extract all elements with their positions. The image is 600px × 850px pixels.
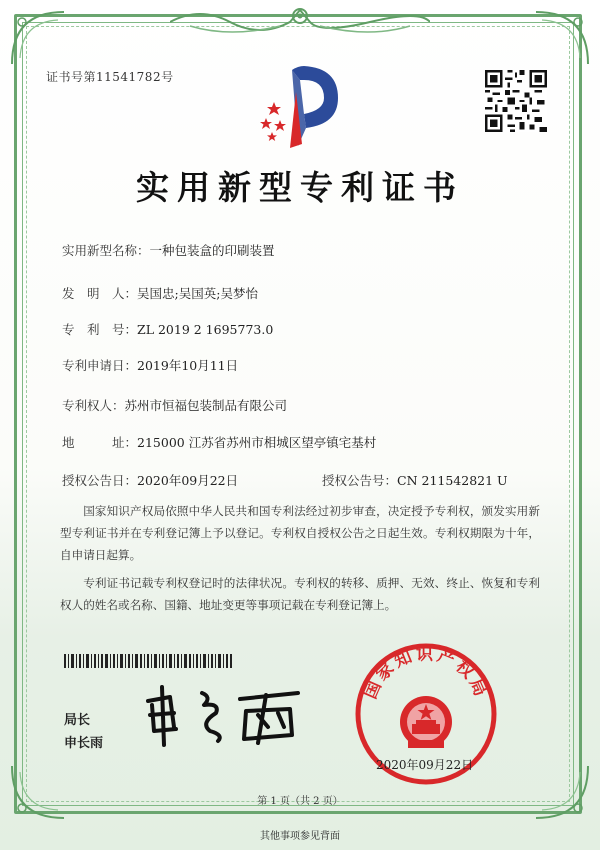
inventor-label: 发 明 人：: [62, 286, 138, 301]
patent-number-row: [62, 320, 273, 338]
patentee-row: [62, 396, 287, 414]
patent-number-value: ZL 2019 2 1695773.0: [137, 322, 274, 337]
filing-date-label: 专利申请日：: [62, 358, 138, 373]
grant-number-label: 授权公告号：: [322, 473, 398, 488]
patent-number-label: 专 利 号：: [62, 322, 138, 337]
grant-date-label: 授权公告日：: [62, 473, 138, 488]
patentee-value: 苏州市恒福包装制品有限公司: [124, 398, 288, 413]
svg-text:国家知识产权局: [361, 645, 492, 702]
grant-number-row: [322, 471, 508, 489]
director-title: 局长: [64, 713, 91, 728]
filing-date-row: [62, 356, 238, 374]
address-label: 地 址：: [62, 435, 138, 450]
inventor-row: [62, 284, 258, 302]
top-ornament: [170, 4, 430, 38]
grant-date-value: 2020年09月22日: [137, 473, 239, 488]
barcode: [64, 654, 234, 668]
inventor-value: 吴国忠;吴国英;吴梦怡: [137, 286, 258, 301]
patentee-label: 专利权人：: [62, 398, 125, 413]
utility-model-name-value: 一种包装盒的印刷装置: [149, 243, 275, 258]
corner-ornament-top-left: [8, 8, 68, 68]
grant-date-row: [62, 471, 238, 489]
seal-date: 2020年09月22日: [376, 758, 474, 772]
grant-number-value: CN 211542821 U: [397, 473, 508, 488]
certificate-number: 证书号第11541782号: [46, 70, 174, 84]
grant-statement-paragraph: 国家知识产权局依照中华人民共和国专利法经过初步审查，决定授予专利权，颁发实用新型专利证书并在专利登记簿上予以登记。专利权自授权公告之日起生效。专利权期限为十年，自申请日起算。: [60, 504, 540, 562]
page-number: 第 1 页（共 2 页）: [257, 796, 343, 807]
utility-model-name-label: 实用新型名称：: [62, 243, 150, 258]
qr-code: [485, 70, 547, 132]
legal-status-paragraph: 专利证书记载专利权登记时的法律状况。专利权的转移、质押、无效、终止、恢复和专利权人的姓名或名称、国籍、地址变更等事项记载在专利登记簿上。: [60, 576, 540, 612]
seal-text: 国家知识产权局: [360, 644, 492, 702]
cnipa-logo-icon: [252, 62, 352, 150]
address-value: 215000 江苏省苏州市相城区望亭镇宅基村: [137, 435, 377, 450]
footer-note: 其他事项参见背面: [260, 831, 340, 842]
filing-date-value: 2019年10月11日: [137, 358, 239, 373]
address-row: [62, 433, 376, 451]
certificate-title: 实用新型专利证书: [136, 168, 464, 207]
handwritten-signature: [140, 683, 305, 748]
utility-model-name-row: [62, 241, 275, 259]
national-emblem-icon: [400, 696, 452, 748]
corner-ornament-top-right: [532, 8, 592, 68]
director-name: 申长雨: [64, 736, 104, 751]
